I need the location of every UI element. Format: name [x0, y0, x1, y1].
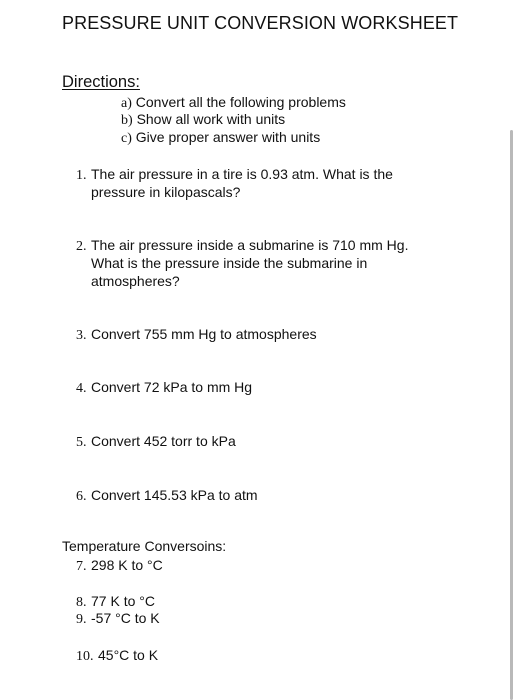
temperature-question-item — [76, 556, 163, 576]
direction-letter: a) — [121, 96, 132, 111]
direction-letter: b) — [121, 113, 133, 128]
question-text: Convert 145.53 kPa to atm — [91, 487, 258, 503]
question-text: 77 K to °C — [91, 593, 155, 609]
question-text: -57 °C to K — [91, 610, 160, 626]
question-item — [76, 236, 408, 290]
question-number: 6. — [76, 489, 87, 504]
temperature-question-item — [76, 646, 158, 666]
question-number: 8. — [76, 595, 87, 610]
directions-heading: Directions: — [62, 73, 140, 91]
question-item — [76, 165, 393, 201]
question-number: 5. — [76, 435, 87, 450]
direction-text: Convert all the following problems — [135, 94, 346, 110]
direction-item — [121, 129, 320, 147]
direction-text: Give proper answer with units — [135, 129, 321, 145]
direction-item — [121, 111, 285, 129]
question-item — [76, 432, 236, 452]
temperature-heading: Temperature Conversoins: — [62, 538, 227, 554]
question-number: 4. — [76, 381, 87, 396]
question-text: 298 K to °C — [91, 557, 163, 573]
question-number: 7. — [76, 559, 87, 574]
question-text: Convert 452 torr to kPa — [91, 433, 236, 449]
question-item — [76, 325, 317, 345]
direction-item — [121, 94, 346, 112]
direction-letter: c) — [121, 131, 132, 146]
question-text: Convert 755 mm Hg to atmospheres — [91, 326, 317, 342]
question-text: The air pressure in a tire is 0.93 atm. What is the pressure in kilopascals? — [91, 166, 393, 200]
question-text: 45°C to K — [98, 647, 159, 663]
question-number: 9. — [76, 612, 87, 627]
question-text: The air pressure inside a submarine is 710 mm Hg. What is the pressure inside the submarine in atmospheres? — [91, 237, 409, 289]
question-text: Convert 72 kPa to mm Hg — [91, 379, 253, 395]
question-number: 3. — [76, 328, 87, 343]
question-item — [76, 378, 252, 398]
vertical-scrollbar[interactable] — [510, 130, 513, 700]
temperature-question-item — [76, 609, 160, 629]
worksheet-title: PRESSURE UNIT CONVERSION WORKSHEET — [62, 13, 459, 33]
question-number: 2. — [76, 239, 87, 254]
question-number: 10. — [76, 649, 94, 664]
question-item — [76, 486, 258, 506]
direction-text: Show all work with units — [136, 111, 286, 127]
question-number: 1. — [76, 168, 87, 183]
